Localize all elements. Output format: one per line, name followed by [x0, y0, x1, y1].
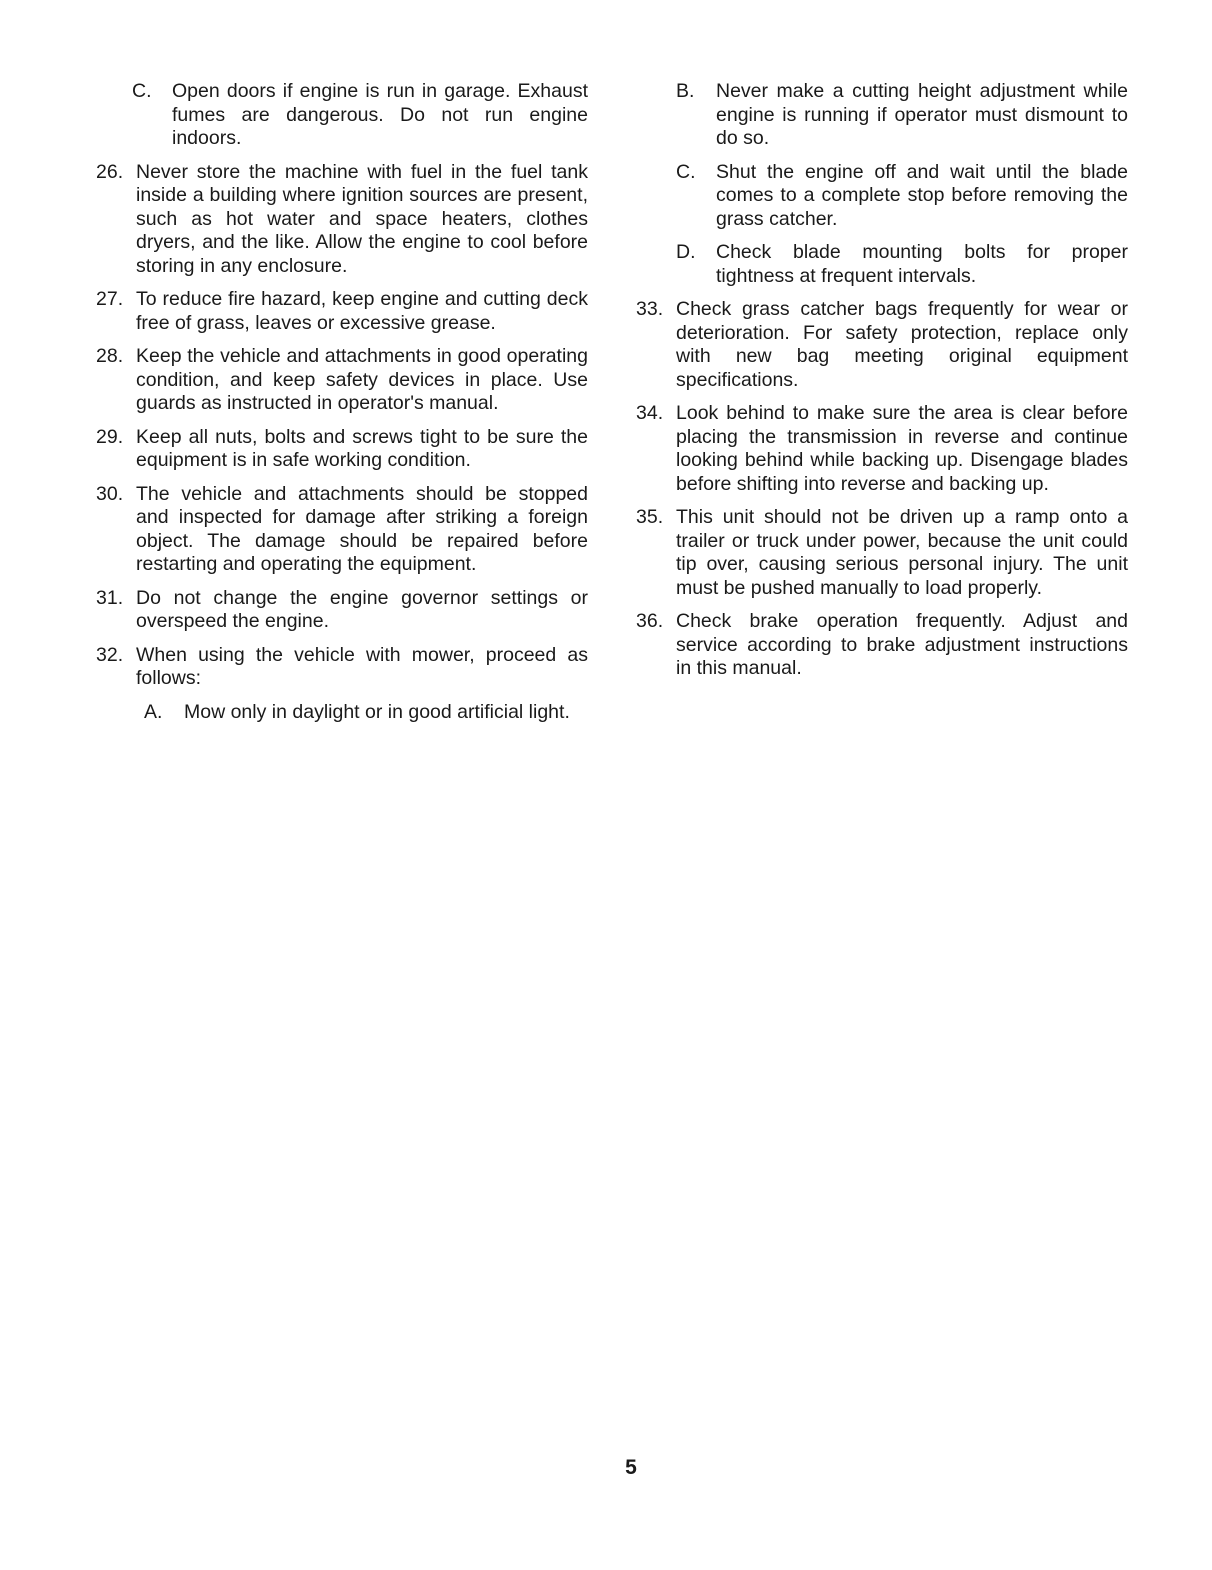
- item-label: 29.: [96, 425, 124, 448]
- item-label: B.: [676, 80, 695, 102]
- item-label: 34.: [636, 402, 664, 424]
- list-item-26: [96, 161, 588, 279]
- item-label: A.: [144, 700, 163, 723]
- list-item-32: [96, 644, 588, 691]
- item-label: 36.: [636, 610, 664, 632]
- item-label: 26.: [96, 160, 124, 183]
- item-label: 32.: [96, 643, 124, 666]
- item-text: Shut the engine off and wait until the blade comes to a complete stop before removing the grass catcher.: [716, 160, 1128, 230]
- list-item-30: [96, 483, 588, 577]
- list-item-36: [636, 610, 1128, 681]
- item-text: Never make a cutting height adjustment while engine is running if operator must dismount to do so.: [716, 80, 1128, 149]
- item-text: When using the vehicle with mower, proceed as follows:: [136, 643, 588, 689]
- item-text: Keep the vehicle and attachments in good operating condition, and keep safety devices in place. Use guards as instructed in operator's manual.: [136, 345, 588, 414]
- item-label: C.: [676, 160, 696, 183]
- item-text: Check brake operation frequently. Adjust and service according to brake adjustment instructions in this manual.: [676, 610, 1128, 679]
- item-label: C.: [132, 80, 152, 102]
- list-item-29: [96, 426, 588, 473]
- item-text: Open doors if engine is run in garage. Exhaust fumes are dangerous. Do not run engine indoors.: [172, 80, 588, 149]
- item-label: 31.: [96, 586, 124, 609]
- list-item-31: [96, 587, 588, 634]
- item-text: Look behind to make sure the area is clear before placing the transmission in reverse and continue looking behind while backing up. Disengage blades before shifting into reverse and backing up.: [676, 402, 1128, 495]
- item-label: 35.: [636, 506, 664, 528]
- item-text: Check blade mounting bolts for proper tightness at frequent intervals.: [716, 241, 1128, 287]
- item-label: 33.: [636, 298, 664, 320]
- list-item-32d: [676, 241, 1128, 288]
- item-text: The vehicle and attachments should be stopped and inspected for damage after striking a foreign object. The damage should be repaired before restarting and operating the equipment.: [136, 482, 588, 575]
- item-label: 27.: [96, 288, 124, 310]
- item-label: 28.: [96, 345, 124, 367]
- right-column: [636, 80, 1128, 691]
- item-text: Check grass catcher bags frequently for wear or deterioration. For safety protection, replace only with new bag meeting original equipment specifications.: [676, 298, 1128, 391]
- item-text: Mow only in daylight or in good artificial light.: [184, 700, 570, 723]
- page-number: 5: [625, 1456, 637, 1479]
- list-item-32b: [676, 80, 1128, 151]
- list-item-25c: [132, 80, 588, 151]
- list-item-27: [96, 288, 588, 335]
- list-item-35: [636, 506, 1128, 600]
- item-text: To reduce fire hazard, keep engine and cutting deck free of grass, leaves or excessive grease.: [136, 288, 588, 334]
- item-text: Keep all nuts, bolts and screws tight to be sure the equipment is in safe working condition.: [136, 425, 588, 471]
- list-item-34: [636, 402, 1128, 496]
- item-label: D.: [676, 241, 696, 263]
- item-text: This unit should not be driven up a ramp onto a trailer or truck under power, because the unit could tip over, causing serious personal injury. The unit must be pushed manually to load properly.: [676, 506, 1128, 599]
- item-text: Do not change the engine governor settings or overspeed the engine.: [136, 586, 588, 632]
- item-label: 30.: [96, 482, 124, 505]
- left-column: [96, 80, 588, 734]
- list-item-32c: [676, 161, 1128, 232]
- item-text: Never store the machine with fuel in the fuel tank inside a building where ignition sources are present, such as hot water and space heaters, clothes dryers, and the like. Allow the engine to cool before storing in any enclosure.: [136, 160, 588, 277]
- list-item-28: [96, 345, 588, 416]
- list-item-32a: [144, 701, 588, 725]
- list-item-33: [636, 298, 1128, 392]
